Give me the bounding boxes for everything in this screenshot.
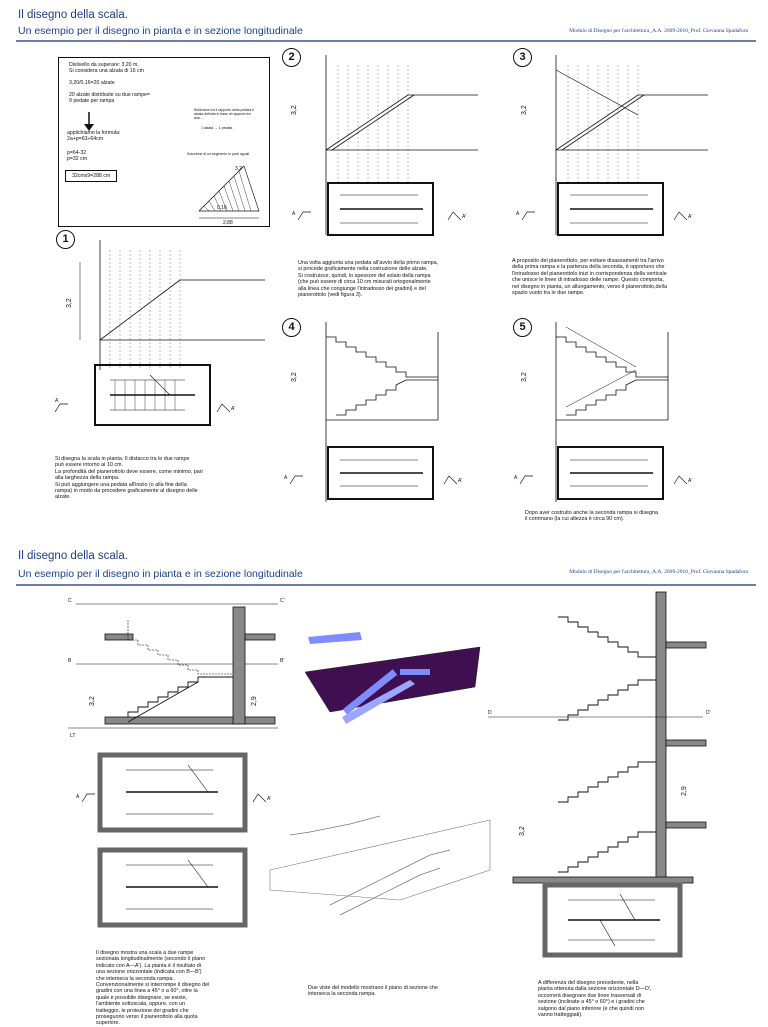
dim-29-label: 2,9: [251, 696, 258, 706]
step-badge-5: 5: [513, 318, 532, 337]
section-a2-label: A': [267, 796, 272, 802]
dim-32-label: 3,2: [89, 696, 96, 706]
calculation-box: [58, 57, 270, 227]
dim-a-label: 3,2: [235, 166, 242, 172]
section-b2-label: B': [280, 658, 285, 664]
section-d2-label: D': [706, 710, 711, 716]
step-badge-2: 2: [282, 48, 301, 67]
page-title: Il disegno della scala.: [18, 9, 128, 21]
calc-note-title: Soluzione di un segmento in parti uguali: [187, 152, 250, 156]
section-c2-label: C': [280, 598, 285, 604]
dim-c-label: 2,88: [223, 220, 233, 226]
dim-32-label: 3,2: [519, 826, 526, 836]
section-a-label: A: [55, 398, 59, 404]
section-d-label: D: [488, 710, 492, 716]
dim-32-label: 3,2: [291, 105, 298, 115]
dim-32-label: 3,2: [521, 372, 528, 382]
page-subtitle: Un esempio per il disegno in pianta e in sezione longitudinale: [18, 25, 303, 37]
segment-division-diagram: [189, 156, 269, 226]
section-a2-label: A': [688, 478, 693, 484]
drawing-step-3: [516, 55, 718, 245]
calc-note-arrow: 1 alzata → 1 pedata: [201, 126, 233, 130]
multi-floor-section: [488, 592, 718, 922]
dim-32-label: 3,2: [521, 105, 528, 115]
page-title-2: Il disegno della scala.: [18, 550, 128, 562]
section-a-label: A: [284, 475, 288, 481]
calc-note-small: Relazione tra il rapporto della pedata e alzata definita in base al rapporto tra due...: [194, 108, 255, 120]
calc-values: p=64-32 p=32 cm: [67, 150, 88, 162]
header-rule-2: [16, 584, 756, 586]
step-badge-3: 3: [513, 48, 532, 67]
section-a-label: A: [514, 475, 518, 481]
section-a-label: A: [292, 211, 296, 217]
calc-text: Dislivello da superare: 3,20 m. Si considera una alzata di 16 cm 3,20/0,16=20 alzate 20 alzate distribuite su due rampe= 9 pedate per rampa: [69, 62, 150, 104]
dim-32-label: 3,2: [291, 372, 298, 382]
page-bottom: [0, 540, 768, 1027]
model-view-top: [300, 632, 480, 752]
course-label: Modulo di Disegno per l'architettura_A.A. 2009-2010_Prof. Giovanna Spadafora: [569, 28, 748, 34]
step-badge-1: 1: [56, 230, 75, 249]
section-a2-label: A': [458, 478, 463, 484]
course-label-2: Modulo di Disegno per l'architettura_A.A. 2009-2010_Prof. Giovanna Spadafora: [569, 569, 748, 575]
dim-b-label: 0,16: [217, 205, 227, 211]
section-c-label: C: [68, 598, 72, 604]
plan-views-left: [76, 750, 288, 940]
caption-bottom-left: Il disegno mostra una scala a due rampe sezionata longitudinalmente (secondo il piano indicato con A—A'). La pianta è il risultato di una sezione orizzontale (indicata con B—B') che interseca la seconda rampa. Convenzionalmente si interrompe il disegno dei gradini con una linea a 45° o a 60°, oltre la quale è possibile disegnare, se esiste, l'ambiente sottoscala, oppure, con un tratteggio, le proiezione dei gradini che proseguono verso il pianerottolo alla quota superiore.: [96, 950, 210, 1027]
section-a2-label: A': [231, 406, 236, 412]
caption-step-5: Dopo aver costruito anche la seconda rampa si disegna il corrimano (la cui altezza è circa 90 cm).: [525, 510, 659, 523]
down-arrow-icon: [83, 112, 95, 132]
longitudinal-section: [68, 592, 288, 762]
calc-formula: applichiamo la formula: 2a+p=63÷64cm: [67, 130, 121, 142]
calc-result: 32cmx9=288 cm: [65, 170, 117, 182]
step-badge-4: 4: [282, 318, 301, 337]
dim-29-label: 2,9: [681, 786, 688, 796]
drawing-step-1: [55, 240, 265, 440]
section-a2-label: A': [462, 214, 467, 220]
caption-step-2: Una volta aggiunta una pedata all'avvio della primo rampa, si procede graficamente nella costruzione delle alzate. Si costruisce, quindi, lo spessore del solaio della rampa (che può essere di circa 10 cm misurati ortogonalmente alla linea che congiunge l'intradosso dei gradini) e del pianerottolo (vedi figura 3).: [298, 260, 439, 299]
model-view-bottom: [270, 800, 495, 950]
caption-bottom-middle: Due viste del modello mostrano il piano di sezione che interseca la seconda rampa.: [308, 985, 439, 998]
section-a2-label: A': [688, 214, 693, 220]
section-a-label: A: [516, 211, 520, 217]
plan-view-right: [540, 880, 690, 960]
caption-step-1: Si disegna la scala in pianta. Il distacco tra le due rampe può essere intorno ai 10 cm. La profondità del pianerottolo deve essere, come minimo, pari alla larghezza della rampa. Si può aggiungere una pedata all'inizio (o alla fine della rampa) in modo da procedere graficamente al disegno delle alzate.: [55, 456, 203, 501]
lt-label: LT: [70, 733, 76, 739]
dim-32-label: 3,2: [66, 298, 73, 308]
page-subtitle-2: Un esempio per il disegno in pianta e in sezione longitudinale: [18, 568, 303, 580]
drawing-step-5: [514, 322, 718, 512]
drawing-step-2: [291, 55, 488, 245]
drawing-step-4: [284, 322, 488, 512]
section-b-label: B: [68, 658, 72, 664]
header-rule: [16, 40, 756, 42]
caption-step-3: A proposito del pianerottolo, per evitare disassamenti tra l'arrivo della prima rampa e la partenza della seconda, è opportuno che l'intradosso del pianerottolo inizi in corrispondenza della verticale che unisce le linee di intradosso delle rampe. Questo comporta, nel disegno in pianta, un allungamento, verso il pianerottolo,della spazio vuoto tra le due rampe.: [512, 258, 667, 297]
caption-bottom-right: A differenza del disegno precedente, nella pianta ottenuta dalla sezione orizzontale D—D', occorrerà disegnare due linee trasversali di sezione (inclinate a 45° o 60°) e i gradini che salgono dal piano inferiore (e che quindi non vanno tratteggiati).: [538, 980, 652, 1019]
section-a-label: A: [76, 794, 80, 800]
